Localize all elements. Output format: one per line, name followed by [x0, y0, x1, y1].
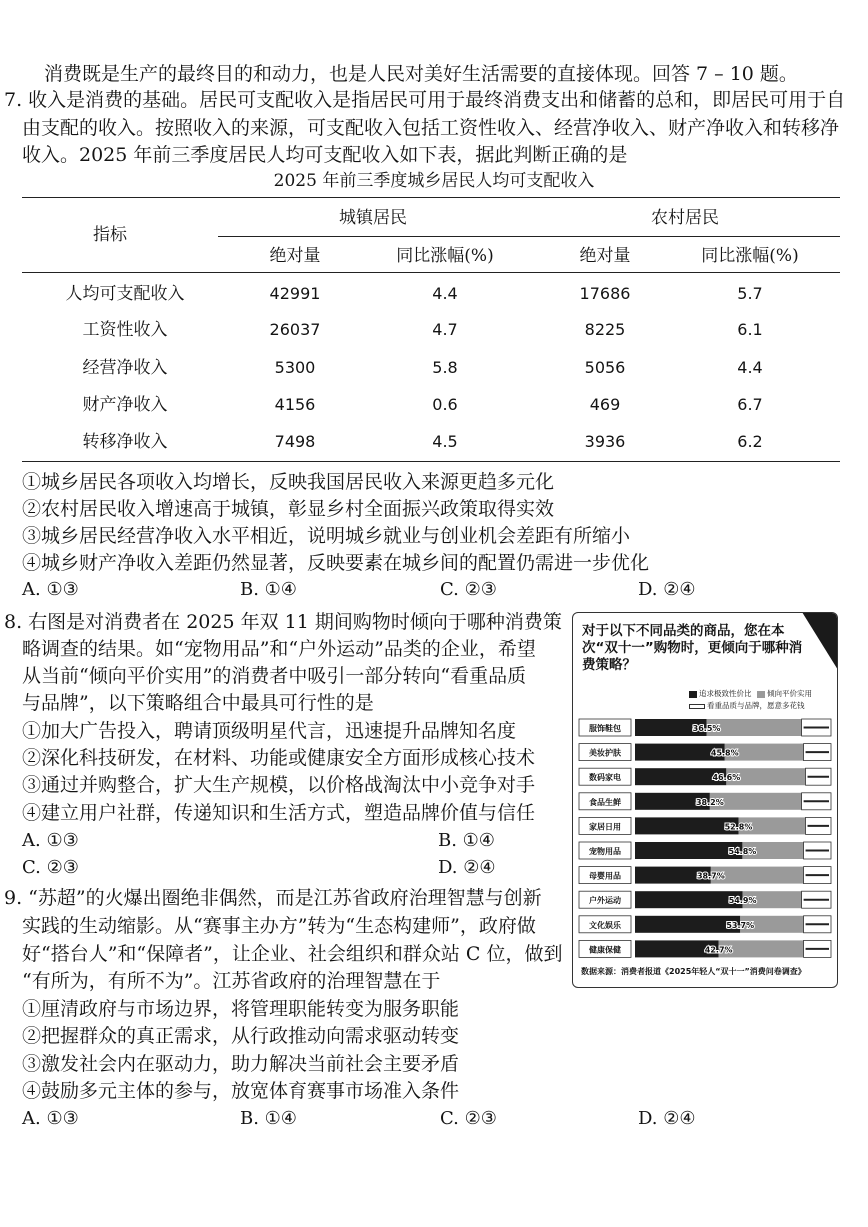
header-urban-abs: 绝对量: [269, 246, 321, 266]
q9-option-a[interactable]: A. ①③: [22, 1108, 79, 1129]
cell-urban-abs: 5300: [274, 358, 316, 377]
q7-line-1: 7. 收入是消费的基础。居民可支配收入是指居民可用于最终消费支出和储蓄的总和，即居民可用于自: [4, 89, 846, 111]
data-label: 53.7%: [726, 920, 755, 930]
q8-option-b[interactable]: B. ①④: [438, 830, 495, 851]
q7-statement: ②农村居民收入增速高于城镇，彰显乡村全面振兴政策取得实效: [22, 498, 555, 520]
header-bottom-rule: [22, 272, 840, 273]
cell-rural-abs: 469: [589, 395, 621, 414]
q7-option-a[interactable]: A. ①③: [22, 579, 79, 600]
legend-swatch: [757, 691, 765, 698]
cell-rural-abs: 3936: [584, 432, 626, 451]
header-rural-yoy: 同比涨幅(%): [701, 246, 799, 266]
row-name: 人均可支配收入: [65, 284, 185, 304]
row-name: 财产净收入: [82, 395, 168, 415]
q8-line-1: 8. 右图是对消费者在 2025 年双 11 期间购物时倾向于哪种消费策: [4, 611, 562, 633]
chart-source: 数据来源：消费者报道《2025年轻人“双十一”消费问卷调查》: [581, 967, 806, 976]
data-label: 45.8%: [710, 748, 739, 758]
q8-statement: ④建立用户社群，传递知识和生活方式，塑造品牌价值与信任: [22, 802, 536, 824]
q8-statement: ①加大广告投入，聘请顶级明星代言，迅速提升品牌知名度: [22, 720, 517, 742]
cell-urban-yoy: 5.8: [432, 358, 458, 377]
q9-option-c[interactable]: C. ②③: [440, 1108, 497, 1129]
cell-urban-yoy: 0.6: [432, 395, 458, 414]
category-label: 美妆护肤: [589, 748, 621, 758]
q8-line-2: 略调查的结果。如“宠物用品”和“户外运动”品类的企业，希望: [22, 638, 536, 660]
row-name: 经营净收入: [82, 358, 168, 378]
data-label: 54.8%: [728, 847, 757, 856]
category-label: 食品生鲜: [589, 797, 621, 807]
q8-option-d[interactable]: D. ②④: [438, 857, 496, 878]
q7-option-b[interactable]: B. ①④: [240, 579, 297, 600]
q7-line-2: 由支配的收入。按照收入的来源，可支配收入包括工资性收入、经营净收入、财产净收入和转移净: [22, 117, 840, 139]
q9-line-2: 实践的生动缩影。从“赛事主办方”转为“生态构建师”，政府做: [22, 915, 536, 937]
q8-line-3: 从当前“倾向平价实用”的消费者中吸引一部分转向“看重品质: [22, 665, 527, 687]
bar-segment: [711, 867, 804, 884]
header-rural-abs: 绝对量: [579, 246, 631, 266]
cell-urban-yoy: 4.4: [432, 284, 458, 303]
bar-segment: [635, 891, 743, 908]
q8-line-4: 与品牌”，以下策略组合中最具可行性的是: [22, 692, 374, 714]
table-title: 2025 年前三季度城乡居民人均可支配收入: [273, 171, 595, 191]
q7-statement: ③城乡居民经营净收入水平相近，说明城乡就业与创业机会差距有所缩小: [22, 525, 631, 547]
intro-line: 消费既是生产的最终目的和动力，也是人民对美好生活需要的直接体现。回答 7 – 10 题。: [44, 63, 798, 85]
q8-option-c[interactable]: C. ②③: [22, 857, 79, 878]
cell-urban-abs: 4156: [274, 395, 316, 414]
q8-statement: ③通过并购整合，扩大生产规模，以价格战淘汰中小竞争对手: [22, 774, 536, 796]
header-mid-rule: [218, 236, 840, 237]
q7-option-c[interactable]: C. ②③: [440, 579, 497, 600]
q9-statement: ②把握群众的真正需求，从行政推动向需求驱动转变: [22, 1025, 460, 1047]
legend-item: 看重品质与品牌，愿意多花钱: [689, 701, 805, 711]
q7-line-3: 收入。2025 年前三季度居民人均可支配收入如下表，据此判断正确的是: [22, 144, 628, 166]
data-label: 36.5%: [692, 724, 721, 733]
q9-option-d[interactable]: D. ②④: [638, 1108, 696, 1129]
bar-segment: [635, 916, 740, 933]
category-label: 数码家电: [589, 773, 621, 783]
q8-option-a[interactable]: A. ①③: [22, 830, 79, 851]
header-indicator: 指标: [93, 225, 127, 245]
category-label: 母婴用品: [589, 871, 621, 881]
header-urban-yoy: 同比涨幅(%): [396, 246, 494, 266]
data-label: 52.8%: [724, 822, 753, 832]
q9-statement: ①厘清政府与市场边界，将管理职能转变为服务职能: [22, 998, 460, 1020]
cell-urban-yoy: 4.7: [432, 320, 458, 339]
q9-statement: ④鼓励多元主体的参与，放宽体育赛事市场准入条件: [22, 1080, 460, 1102]
cell-rural-abs: 8225: [584, 320, 626, 339]
bar-segment: [635, 817, 738, 834]
q7-statement: ④城乡财产净收入差距仍然显著，反映要素在城乡间的配置仍需进一步优化: [22, 552, 650, 574]
chart-plot: [573, 713, 835, 973]
q7-statement: ①城乡居民各项收入均增长，反映我国居民收入来源更趋多元化: [22, 471, 555, 493]
data-label: 46.6%: [712, 773, 741, 783]
q9-line-4: “有所为，有所不为”。江苏省政府的治理智慧在于: [22, 970, 441, 992]
legend-swatch: [689, 691, 697, 698]
q7-option-d[interactable]: D. ②④: [638, 579, 696, 600]
category-label: 服饰鞋包: [589, 724, 621, 733]
bar-segment: [707, 719, 802, 736]
q9-line-3: 好“搭台人”和“保障者”，让企业、社会组织和群众站 C 位，做到: [22, 943, 563, 965]
legend-swatch: [689, 704, 705, 709]
data-label: 38.7%: [696, 871, 725, 881]
cell-urban-yoy: 4.5: [432, 432, 458, 451]
row-name: 工资性收入: [82, 320, 168, 340]
legend-item: 追求极致性价比: [689, 689, 752, 699]
cell-rural-abs: 5056: [584, 358, 626, 377]
q9-statement: ③激发社会内在驱动力，助力解决当前社会主要矛盾: [22, 1053, 460, 1075]
survey-chart: [572, 612, 838, 988]
header-rural: 农村居民: [651, 208, 719, 228]
row-name: 转移净收入: [82, 432, 168, 452]
table-bottom-rule: [22, 461, 840, 462]
category-label: 户外运动: [589, 896, 621, 906]
data-label: 42.7%: [704, 945, 733, 955]
cell-urban-abs: 26037: [269, 320, 321, 339]
q9-line-1: 9. “苏超”的火爆出圈绝非偶然，而是江苏省政府治理智慧与创新: [4, 887, 542, 909]
header-urban: 城镇居民: [339, 208, 407, 228]
category-label: 文化娱乐: [589, 920, 621, 930]
category-label: 宠物用品: [589, 847, 621, 856]
chart-title: 对于以下不同品类的商品，您在本次“双十一”购物时，更倾向于哪种消费策略？: [582, 623, 803, 673]
cell-rural-yoy: 4.4: [737, 358, 763, 377]
cell-rural-abs: 17686: [579, 284, 631, 303]
category-label: 家居日用: [589, 822, 621, 832]
cell-urban-abs: 7498: [274, 432, 316, 451]
q9-option-b[interactable]: B. ①④: [240, 1108, 297, 1129]
cell-rural-yoy: 5.7: [737, 284, 763, 303]
legend-item: 倾向平价实用: [757, 689, 812, 699]
cell-rural-yoy: 6.7: [737, 395, 763, 414]
data-label: 38.2%: [695, 797, 724, 807]
data-label: 54.9%: [728, 896, 757, 906]
table-top-rule: [22, 197, 840, 198]
cell-rural-yoy: 6.1: [737, 320, 763, 339]
cell-urban-abs: 42991: [269, 284, 321, 303]
bar-segment: [635, 842, 742, 859]
q8-statement: ②深化科技研发，在材料、功能或健康安全方面形成核心技术: [22, 747, 536, 769]
category-label: 健康保健: [589, 945, 621, 955]
cell-rural-yoy: 6.2: [737, 432, 763, 451]
